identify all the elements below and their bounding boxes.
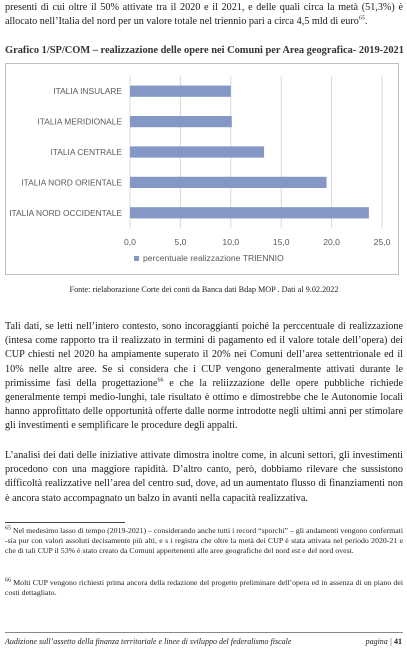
footnote-65: $^{65}$ Nel medesimo lasso di tempo (2019-2021) – considerando anche tutti i record “sporchi” – gli andamenti vengono confermati -sia pur con valori assoluti decisamente più alti, e s i registra che oltre la metà dei CUP è stata attivata nel periodo 2020-21 e che di tali CUP il 53% è stato creato da Comuni appertenenti alle aree geografiche del nord est e del nord ovest. (5, 525, 403, 555)
footnote-ref[interactable]: 66 (157, 377, 164, 384)
x-tick-label: 10,0 (222, 237, 240, 247)
footnote-ref[interactable]: 65 (358, 15, 365, 22)
x-tick-label: 5,0 (174, 237, 187, 247)
category-label: ITALIA NORD OCCIDENTALE (9, 207, 122, 218)
bar-chart (6, 64, 398, 274)
x-tick-label: 15,0 (272, 237, 290, 247)
bar (130, 116, 232, 127)
category-label: ITALIA INSULARE (53, 86, 122, 97)
chart-source: Fonte: rielaborazione Corte dei conti da Banca dati Bdap MOP . Dati al 9.02.2022 (69, 285, 339, 294)
category-label: ITALIA MERIDIONALE (37, 116, 122, 127)
legend-label: percentuale realizzazione TRIENNIO (143, 253, 284, 263)
chart-title: Grafico 1/SP/COM – realizzazione delle opere nei Comuni per Area geografica- 2019-2021 (5, 45, 404, 56)
page-number: pagina | 41 (365, 637, 402, 646)
body-paragraph-2: L’analisi dei dati delle iniziative attivate dimostra inoltre come, in alcuni settori, gli investimenti procedono con una maggiore rapidità. D’altro canto, però, dobbiamo rilevare che sussistono difficoltà realizzative nell’area del centro sud, dove, ad un aumentato flusso di finanziamenti non è ancora stato accompagnato un balzo in avanti nella capacità realizzativa. (5, 450, 403, 504)
bar (130, 146, 264, 157)
x-tick-label: 0,0 (124, 237, 136, 247)
bar (130, 207, 369, 218)
footnote-separator (5, 522, 125, 523)
x-tick-label: 25,0 (373, 237, 391, 247)
bar (130, 86, 231, 97)
chart-frame (5, 63, 399, 275)
body-paragraph-1: Tali dati, se letti nell’intero contesto, sono incoraggianti poiché la perccentuale di realizzazione (intesa come rapporto tra il realizzato in termini di pagamento ed il valore totale dell’opera) dei CUP chiesti nel 2020 ha ampiamente superato il 20% nei Comuni dell’area settentrionale ed il 10% nelle altre aree. Se si considera che i CUP vengono generalmente attivati durante le primissime fasi della progettazione$^{66}$ e che la reliizzazione delle opere pubbliche richiede generalmente tempi medio-lunghi, tale risultato è ottimo e dimostrebbe che le Autonomie locali hanno approfittato delle opportunità offerte dalle norme introdotte negli ultimi anni per stimolare gli investimenti e semplificare le procedure degli appalti. (5, 321, 403, 432)
footer-separator (5, 632, 403, 633)
bar (130, 177, 327, 188)
footnote-66: $^{66}$ Molti CUP vengono richiesti prima ancora della redazione del progetto preliminare dell’opera ed in assenza di un piano dei costi dettagliato. (5, 577, 403, 597)
category-label: ITALIA NORD ORIENTALE (21, 177, 122, 188)
footer-title: Audizione sull’assetto della finanza territoriale e linee di sviluppo del federalismo fiscale (5, 637, 292, 646)
legend-swatch (134, 256, 139, 261)
intro-paragraph: presenti di cui oltre il 50% attivate tra il 2020 e il 2021, e delle quali circa la metà (51,3%) è allocato nell’Italia del nord per un valore totale nel triennio pari a circa 4,5 mld di euro$^{65}$. (5, 2, 403, 28)
category-label: ITALIA CENTRALE (50, 147, 122, 157)
x-tick-label: 20,0 (323, 237, 340, 247)
